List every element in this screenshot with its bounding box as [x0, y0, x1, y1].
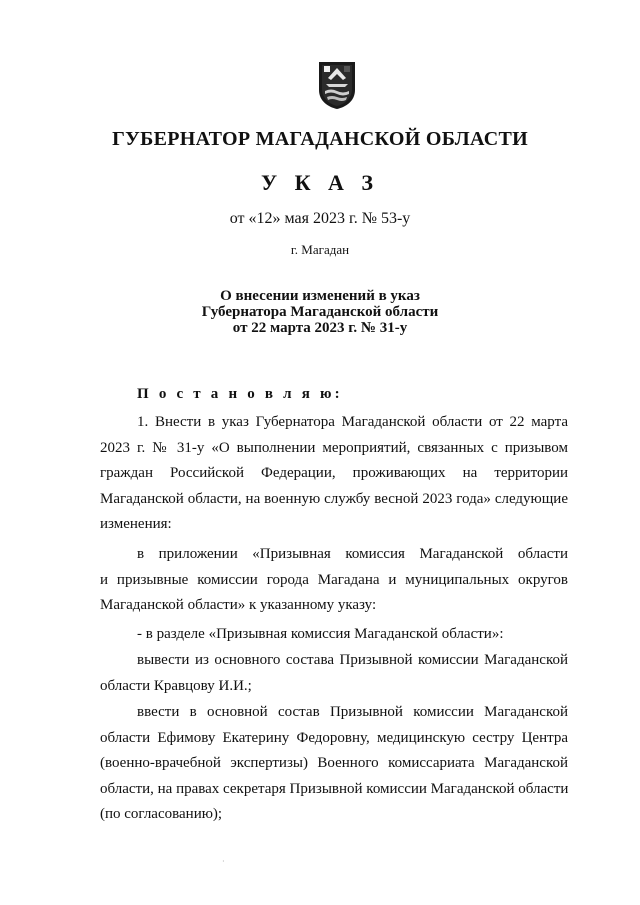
- text-line: Магаданской области, на военную службу весной 2023 года» следующие: [100, 490, 568, 507]
- text-line: граждан Российской Федерации, проживающих на территории: [100, 465, 568, 481]
- text-line: изменения:: [100, 516, 172, 532]
- text-line: (по согласованию);: [100, 806, 223, 822]
- text-line: 2023 г. № 31-у «О выполнении мероприятий, связанных с призывом: [100, 439, 568, 456]
- text-line: - в разделе «Призывная комиссия Магаданской области»:: [137, 626, 504, 642]
- document-type: У К А З: [260, 170, 380, 195]
- text-line: Магаданской области» к указанному указу:: [100, 597, 377, 613]
- text-line: области, на правах секретаря Призывной комиссии Магаданской области: [100, 780, 569, 797]
- text-line: (военно-врачебной экспертизы) Военного комиссариата Магаданской: [100, 755, 568, 771]
- text-line: вывести из основного состава Призывной комиссии Магаданской: [137, 652, 568, 668]
- text-line: области Ефимову Екатерину Федоровну, медицинскую сестру Центра: [100, 729, 568, 746]
- document-date: от «12» мая 2023 г. № 53-у: [229, 210, 411, 227]
- paragraph-1: [100, 410, 568, 538]
- issuing-authority: ГУБЕРНАТОР МАГАДАНСКОЙ ОБЛАСТИ: [112, 128, 528, 150]
- text-line: в приложении «Призывная комиссия Магаданской области: [137, 546, 568, 562]
- paragraph-4: [100, 648, 568, 699]
- scan-artifact: ·: [222, 857, 225, 866]
- document-city: г. Магадан: [290, 242, 350, 257]
- text-line: ввести в основной состав Призывной комиссии Магаданской: [137, 704, 568, 720]
- subject-line: от 22 марта 2023 г. № 31-у: [232, 320, 408, 336]
- subject-line: О внесении изменений в указ: [220, 288, 420, 304]
- coat-of-arms-icon: [316, 60, 358, 110]
- text-line: и призывные комиссии города Магадана и муниципальных округов: [100, 571, 568, 588]
- document-subject: [0, 288, 640, 336]
- text-line: области Кравцову И.И.;: [100, 677, 252, 694]
- text-line: 1. Внести в указ Губернатора Магаданской области от 22 марта: [137, 414, 568, 430]
- preamble: П о с т а н о в л я ю:: [137, 386, 343, 402]
- subject-line: Губернатора Магаданской области: [201, 304, 439, 320]
- paragraph-2: [100, 542, 568, 619]
- paragraph-5: [100, 700, 568, 828]
- paragraph-3: [100, 622, 568, 648]
